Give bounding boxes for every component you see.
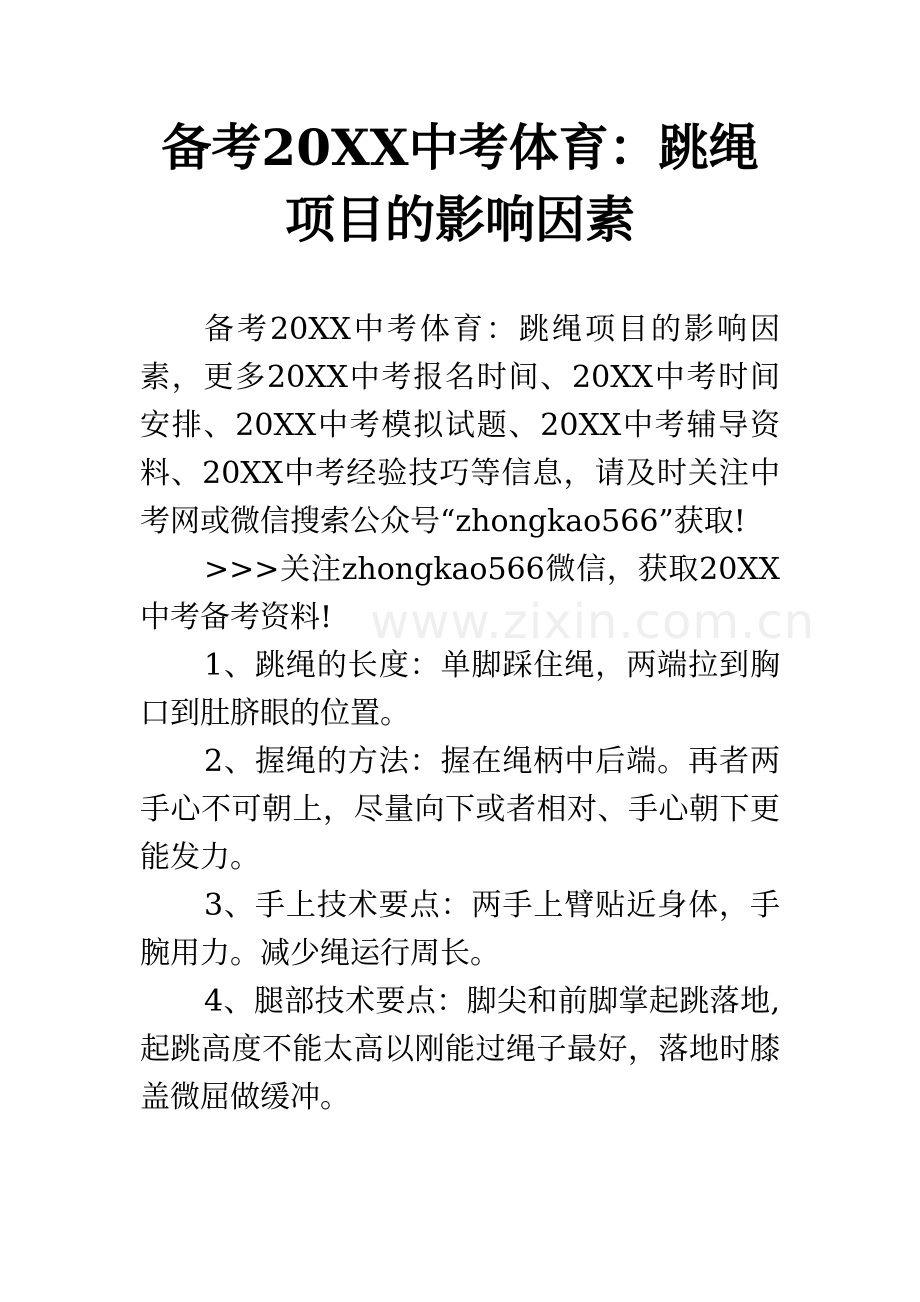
paragraph-follow: >>>关注zhongkao566微信，获取20XX中考备考资料!	[140, 552, 780, 635]
document-body	[140, 306, 780, 1122]
paragraph-rope-length: 1、跳绳的长度：单脚踩住绳，两端拉到胸口到肚脐眼的位置。	[140, 648, 780, 731]
paragraph-leg-technique: 4、腿部技术要点：脚尖和前脚掌起跳落地,起跳高度不能太高以刚能过绳子最好，落地时膝盖微屈做缓冲。	[140, 984, 780, 1115]
paragraph-hand-technique: 3、手上技术要点：两手上臂贴近身体，手腕用力。减少绳运行周长。	[140, 888, 780, 971]
document-title: 备考20XX中考体育：跳绳项目的影响因素	[161, 118, 759, 249]
paragraph-grip-method: 2、握绳的方法：握在绳柄中后端。再者两手心不可朝上，尽量向下或者相对、手心朝下更能发力。	[140, 744, 780, 875]
paragraph-intro: 备考20XX中考体育：跳绳项目的影响因素，更多20XX中考报名时间、20XX中考时间安排、20XX中考模拟试题、20XX中考辅导资料、20XX中考经验技巧等信息，请及时关注中考网或微信搜索公众号“zhongkao566”获取!	[140, 312, 780, 539]
watermark: www.zixin.com.cn	[370, 594, 816, 650]
